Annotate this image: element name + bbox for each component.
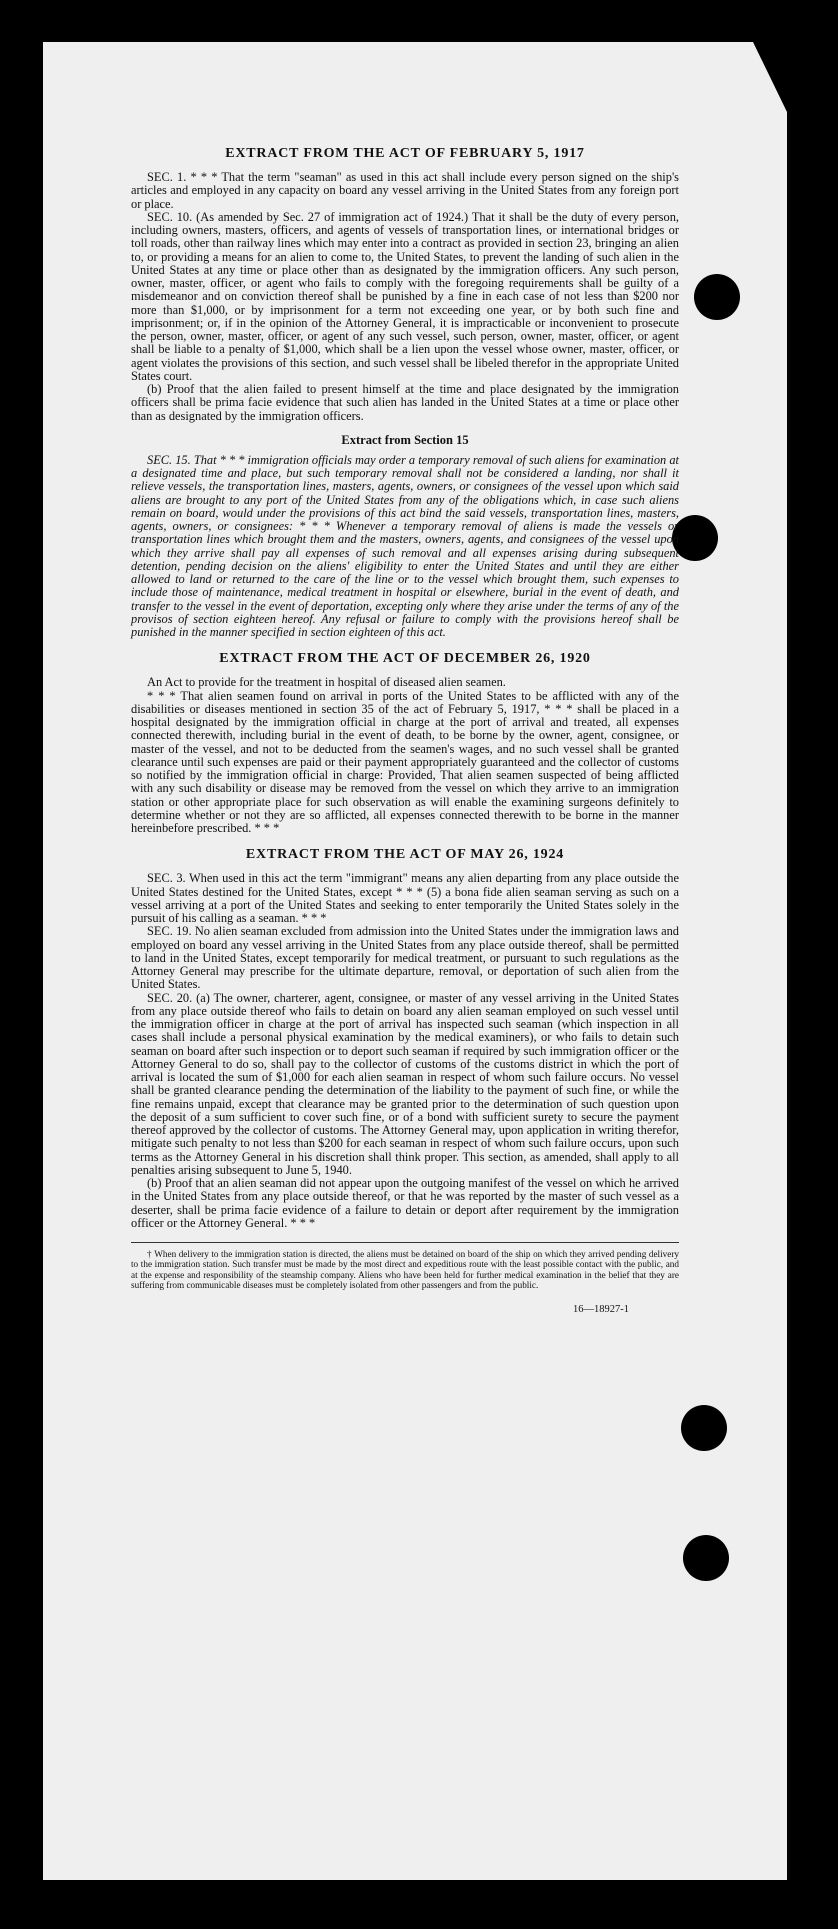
paragraph: An Act to provide for the treatment in hospital of diseased alien seamen. — [147, 675, 506, 690]
paragraph: SEC. 15. That * * * immigration officials may order a temporary removal of such aliens for examination at a designated time and place, but such temporary removal shall not be considered a landing, nor shall it relieve vessels, the transportation lines, masters, agents, owners, or consignees of the vessel upon which said aliens are brought to any port of the United States from any of the obligations which, in case such aliens remain on board, would under the provisions of this act bind the said vessels, transportation lines, masters, agents, owners, or consignees: * * * Whenever a temporary removal of aliens is made the vessels or transportation lines which brought them and the masters, owners, agents, and consignees of the vessel upon which they arrive shall pay all expenses of such removal and all expenses arising during subsequent detention, pending decision on the aliens' eligibility to enter the United States and until they are either allowed to land or returned to the care of the line or to the vessel which brought them, such expenses to include those of maintenance, medical treatment in hospital or elsewhere, burial in the event of death, and transfer to the vessel in the event of deportation, excepting only where they arise under the terms of any of the provisos of section eighteen hereof. Any refusal or failure to comply with the provisions hereof shall be punished in the manner specified in section eighteen of this act. — [131, 452, 679, 639]
section-heading-1917: EXTRACT FROM THE ACT OF FEBRUARY 5, 1917 — [225, 146, 585, 161]
paragraph: (b) Proof that an alien seaman did not appear upon the outgoing manifest of the vessel on which he arrived in the United States from any place outside thereof, or that he was reported by the master of such vessel as a deserter, shall be prima facie evidence of a failure to detain or deport after requirement by the immigration officer or the Attorney General. * * * — [131, 1176, 679, 1230]
punch-hole — [694, 274, 740, 320]
document-code: 16—18927-1 — [573, 1304, 629, 1316]
section-heading-1924: EXTRACT FROM THE ACT OF MAY 26, 1924 — [245, 847, 565, 863]
document-body — [131, 146, 679, 1315]
section-heading-1920: EXTRACT FROM THE ACT OF DECEMBER 26, 1920 — [219, 651, 591, 667]
footnote: † When delivery to the immigration station is directed, the aliens must be detained on board of the ship on which they arrived pending delivery to the immigration station. Such transfer must be made by the most direct and expeditious route with the least possible contact with the public, and at the expense and responsibility of the steamship company. Aliens who have been held for further medical examination in the belief that they are suffering from communicable diseases must be completely isolated from other passengers and from the public. — [131, 1249, 679, 1290]
punch-hole — [681, 1405, 727, 1451]
torn-corner — [753, 42, 787, 112]
paragraph: * * * That alien seamen found on arrival in ports of the United States to be afflicted with any of the disabilities or diseases mentioned in section 35 of the act of February 5, 1917, * * * shall be placed in a hospital designated by the immigration official in charge at the port of arrival and treated, all expenses connected therewith, including burial in the event of death, to be borne by the owner, agent, consignee, or master of the vessel, and not to be deducted from the seamen's wages, and no such vessel shall be granted clearance until such expenses are paid or their payment appropriately guaranteed and the collector of customs so notified by the immigration official in charge: Provided, That alien seamen suspected of being afflicted with any such disability or disease may be removed from the vessel on which they arrive to an immigration station or other appropriate place for such observation as will enable the examining surgeons definitely to determine whether or not they are so afflicted, all expenses connected therewith to be borne in the manner hereinbefore prescribed. * * * — [131, 688, 679, 835]
paragraph: (b) Proof that the alien failed to present himself at the time and place designated by the immigration officers shall be prima facie evidence that such alien has landed in the United States at a time or place other than as designated by the immigration officers. — [131, 382, 679, 423]
paragraph: SEC. 20. (a) The owner, charterer, agent, consignee, or master of any vessel arriving in the United States from any place outside thereof who fails to detain on board any alien seaman employed on such vessel until the immigration officer in charge at the port of arrival has inspected such seaman (which inspection in all cases shall include a personal physical examination by the medical examiners), or who fails to detain such seaman on board after such inspection or to deport such seaman if required by such immigration officer or the Attorney General to do so, shall pay to the collector of customs of the customs district in which the port of arrival is located the sum of $1,000 for each alien seaman in respect of whom such failure occurs. No vessel shall be granted clearance pending the determination of the liability to the payment of such fine, or while the fine remains unpaid, except that clearance may be granted prior to the determination of such question upon the deposit of a sum sufficient to cover such fine, or of a bond with sufficient surety to secure the payment thereof approved by the collector of customs. The Attorney General may, upon application in writing therefor, mitigate such penalty to not less than $200 for each seaman in respect of whom such failure occurs, upon such terms as the Attorney General in his discretion shall think proper. This section, as amended, shall apply to all penalties arising subsequent to June 5, 1940. — [131, 990, 679, 1177]
punch-hole — [683, 1535, 729, 1581]
paragraph: SEC. 19. No alien seaman excluded from admission into the United States under the immigration laws and employed on board any vessel arriving in the United States from any place outside thereof, shall be permitted to land in the United States, except temporarily for medical treatment, or pursuant to such regulations as the Attorney General may prescribe for the ultimate departure, removal, or deportation of such alien from the United States. — [131, 924, 679, 992]
subsection-heading: Extract from Section 15 — [341, 432, 469, 447]
footnote-divider — [131, 1242, 679, 1243]
paragraph: SEC. 1. * * * That the term "seaman" as used in this act shall include every person signed on the ship's articles and employed in any capacity on board any vessel arriving in the United States from any foreign port or place. — [131, 170, 679, 211]
paragraph: SEC. 10. (As amended by Sec. 27 of immigration act of 1924.) That it shall be the duty of every person, including owners, masters, officers, and agents of vessels of transportation lines, or international bridges or toll roads, other than railway lines which may enter into a contract as provided in section 23, bringing an alien to, or providing a means for an alien to come to, the United States, to prevent the landing of such alien in the United States at any time or place other than as designated by the immigration officers. Any such person, owner, master, officer, or agent who fails to comply with the foregoing requirements shall be guilty of a misdemeanor and on conviction thereof shall be punished by a fine in each case of not less than $200 nor more than $1,000, or by imprisonment for a term not exceeding one year, or by both such fine and imprisonment; or, if in the opinion of the Attorney General, it is impracticable or inconvenient to prosecute the person, owner, master, officer, or agent of any such vessel, such person, owner, master, officer, or agent shall be liable to a penalty of $1,000, which shall be a lien upon the vessel whose owner, master, officer, or agent violates the provisions of this section, and such vessel shall be libeled therefor in the appropriate United States court. — [131, 209, 679, 383]
document-page — [43, 42, 787, 1880]
paragraph: SEC. 3. When used in this act the term "immigrant" means any alien departing from any place outside the United States destined for the United States, except * * * (5) a bona fide alien seaman serving as such on a vessel arriving at a port of the United States and seeking to enter temporarily the United States solely in the pursuit of his calling as a seaman. * * * — [131, 871, 679, 925]
